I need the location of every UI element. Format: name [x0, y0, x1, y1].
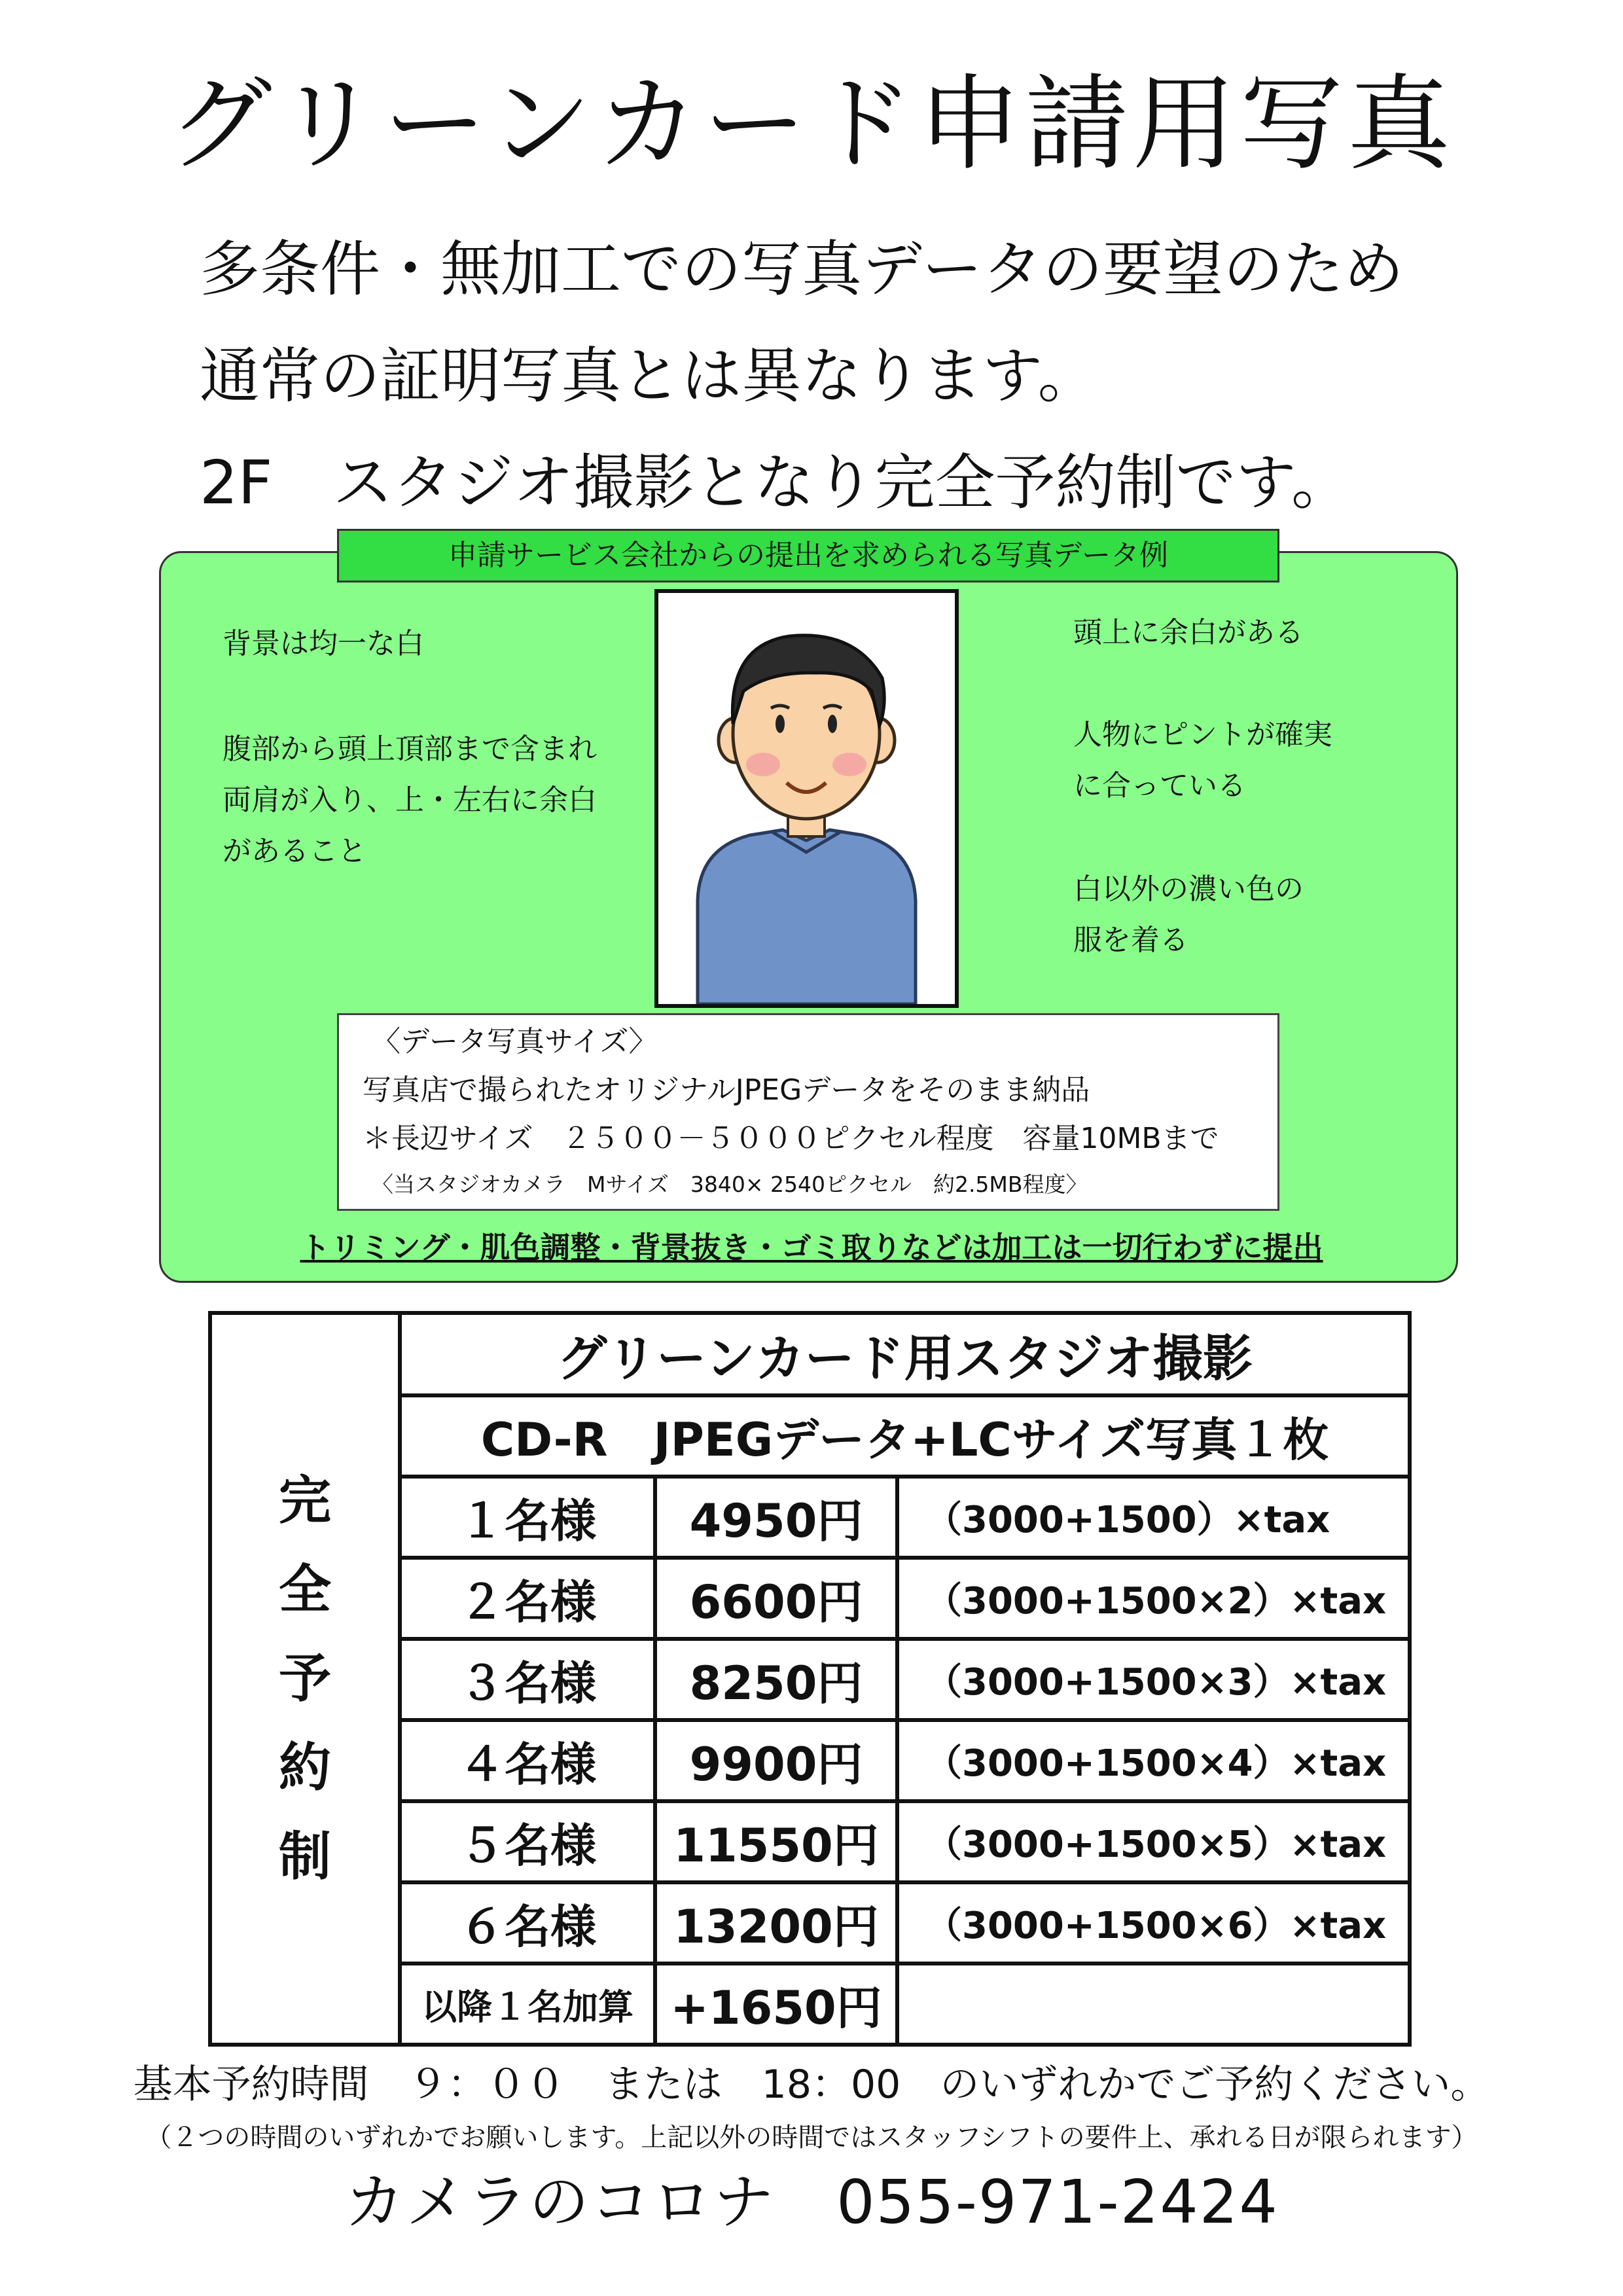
note-framing-2: 両肩が入り、上・左右に余白 — [223, 783, 597, 817]
page-title: グリーンカード申請用写真 — [168, 64, 1455, 185]
price-calc: （3000+1500）×tax — [897, 1477, 1410, 1558]
price-calc: （3000+1500×2）×tax — [897, 1558, 1410, 1639]
people-count: ２名様 — [400, 1558, 655, 1639]
note-clothing-2: 服を着る — [1073, 924, 1188, 957]
table-subheading: CD-R JPEGデータ+LCサイズ写真１枚 — [400, 1395, 1410, 1477]
note-focus-2: に合っている — [1073, 769, 1246, 802]
person-illustration-icon — [658, 593, 955, 1004]
reserve-char: 完 — [279, 1470, 331, 1531]
price: 4950円 — [655, 1477, 897, 1558]
note-background-white: 背景は均一な白 — [223, 627, 424, 660]
price-extra: +1650円 — [655, 1964, 897, 2045]
size-heading: 〈データ写真サイズ〉 — [372, 1025, 658, 1058]
reserve-char: 制 — [279, 1826, 331, 1887]
panel-label: 申請サービス会社からの提出を求められる写真データ例 — [337, 529, 1279, 583]
size-line-2: ＊長辺サイズ ２５００－５０００ピクセル程度 容量10MBまで — [363, 1122, 1219, 1155]
note-focus-1: 人物にピントが確実 — [1073, 718, 1332, 751]
people-count: １名様 — [400, 1477, 655, 1558]
price-calc: （3000+1500×3）×tax — [897, 1639, 1410, 1720]
reserve-char: 予 — [279, 1648, 331, 1709]
reservation-times: 基本予約時間 ９：００ または 18：00 のいずれかでご予約ください。 — [133, 2062, 1490, 2108]
price: 8250円 — [655, 1639, 897, 1720]
table-heading: グリーンカード用スタジオ撮影 — [400, 1313, 1410, 1395]
note-headroom: 頭上に余白がある — [1073, 616, 1304, 649]
price-calc: （3000+1500×4）×tax — [897, 1720, 1410, 1801]
people-count: ４名様 — [400, 1720, 655, 1801]
reserve-char: 全 — [279, 1559, 331, 1620]
size-line-3: 〈当スタジオカメラ Mサイズ 3840× 2540ピクセル 約2.5MB程度〉 — [372, 1172, 1088, 1197]
reserve-char: 約 — [279, 1737, 331, 1798]
people-count: ３名様 — [400, 1639, 655, 1720]
note-clothing-1: 白以外の濃い色の — [1073, 872, 1304, 906]
intro-line-3: 2F スタジオ撮影となり完全予約制です。 — [200, 448, 1352, 518]
size-line-1: 写真店で撮られたオリジナルJPEGデータをそのまま納品 — [363, 1073, 1090, 1107]
people-count-extra: 以降１名加算 — [400, 1964, 655, 2045]
price-calc: （3000+1500×6）×tax — [897, 1882, 1410, 1964]
sample-photo — [654, 589, 959, 1008]
price-calc: （3000+1500×5）×tax — [897, 1801, 1410, 1882]
note-framing-1: 腹部から頭上頂部まで含まれ — [223, 732, 597, 766]
price: 11550円 — [655, 1801, 897, 1882]
price-calc-extra — [897, 1964, 1410, 2045]
people-count: ５名様 — [400, 1801, 655, 1882]
intro-line-2: 通常の証明写真とは異なります。 — [200, 341, 1098, 411]
no-processing-note: トリミング・肌色調整・背景抜き・ゴミ取りなどは加工は一切行わずに提出 — [300, 1230, 1323, 1265]
contact-info: カメラのコロナ 055-971-2424 — [344, 2167, 1279, 2237]
reservation-note: （２つの時間のいずれかでお願いします。上記以外の時間ではスタッフシフトの要件上、承れる日が限られます） — [145, 2123, 1478, 2153]
price: 6600円 — [655, 1558, 897, 1639]
data-size-box — [337, 1013, 1279, 1211]
note-framing-3: があること — [223, 834, 366, 868]
reserve-label — [210, 1313, 400, 2045]
intro-line-1: 多条件・無加工での写真データの要望のため — [200, 234, 1404, 304]
price: 9900円 — [655, 1720, 897, 1801]
people-count: ６名様 — [400, 1882, 655, 1964]
price: 13200円 — [655, 1882, 897, 1964]
price-table — [208, 1311, 1412, 2047]
